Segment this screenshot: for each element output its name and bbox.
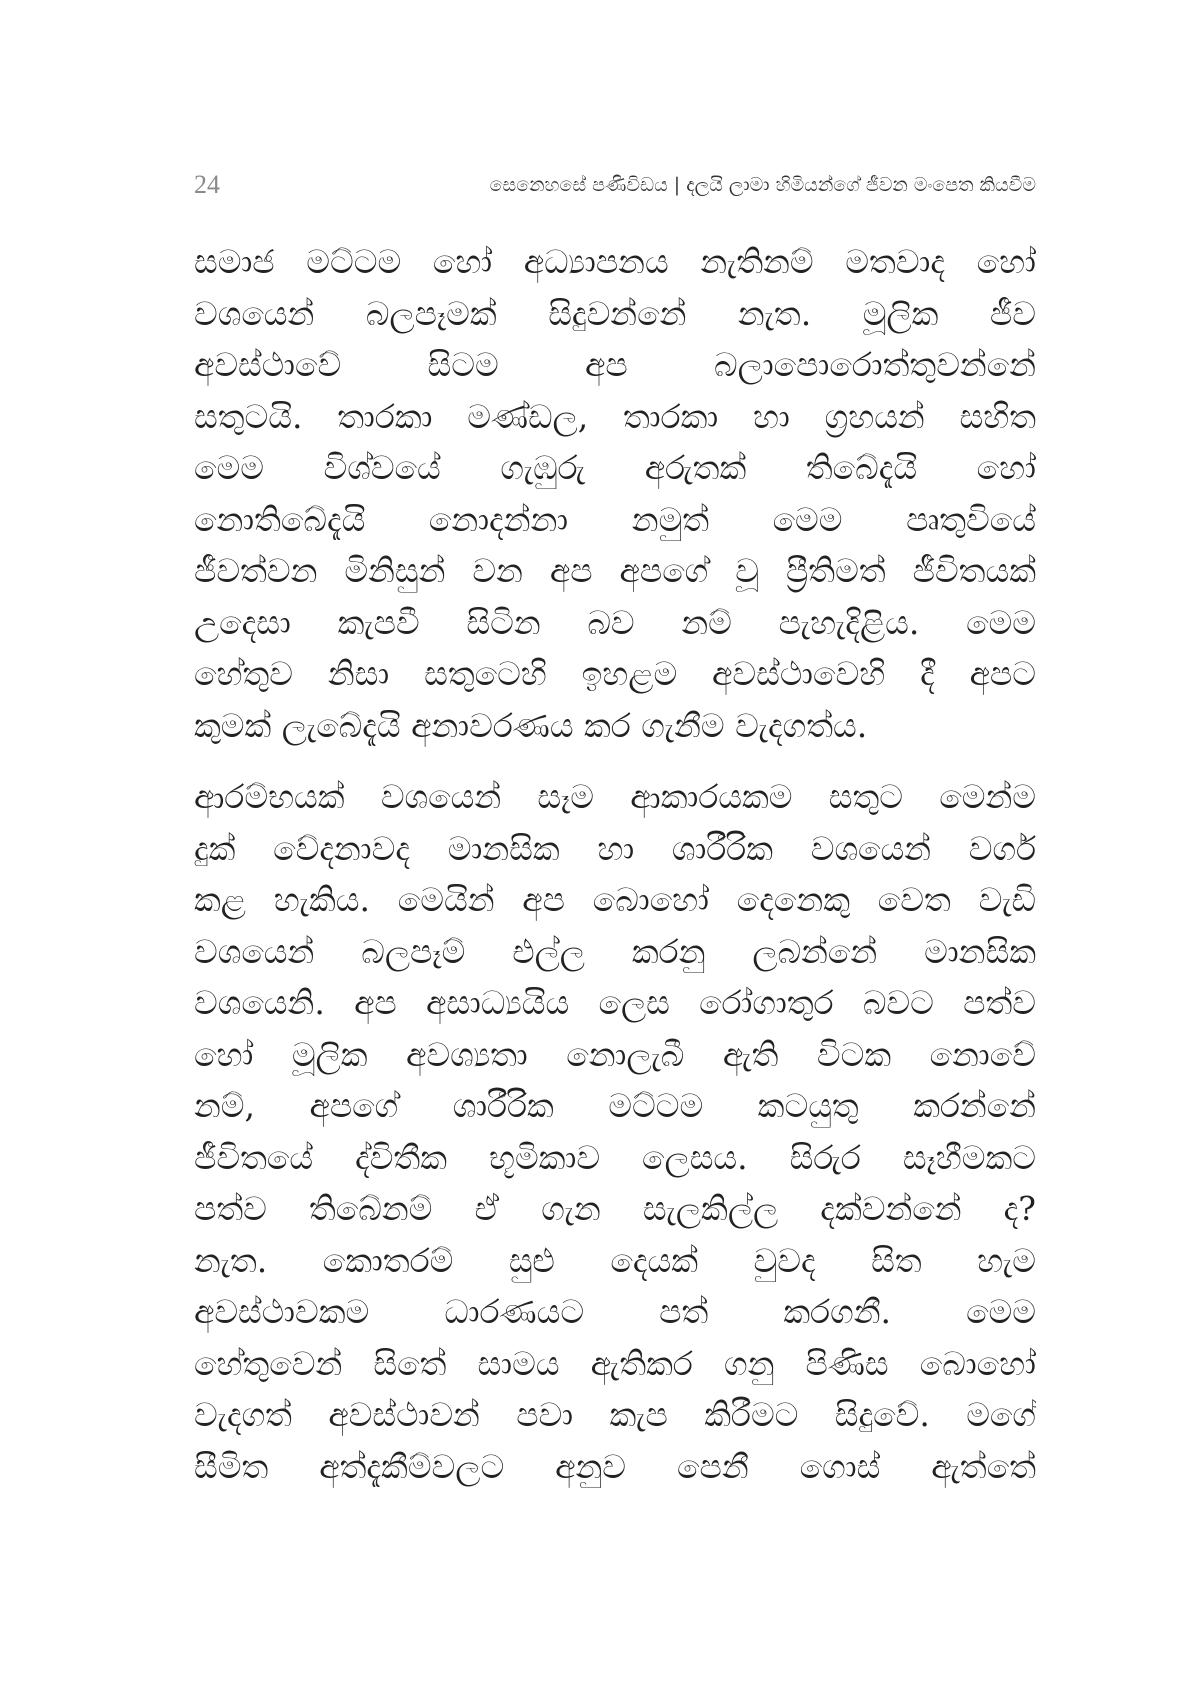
text-line: අවස්ථාවේ සිටම අප බලාපොරොත්තුවන්නේ [194, 345, 1036, 384]
page-number: 24 [194, 170, 220, 199]
text-line: නැත. කොතරම් සුළු දෙයක් වුවද සිත හැම [194, 1240, 1036, 1280]
text-line: ජීවිතයේ ද්විතීක භූමිකාව ලෙසය. සිරුර සෑහීමකට [194, 1137, 1036, 1177]
text-line: සතුටයි. තාරකා මණ්ඩල, තාරකා හා ග්‍රහයන් සහිත [194, 396, 1036, 436]
text-line: පත්ව තිබේනම් ඒ ගැන සැලකිල්ල දක්වන්නේ ද? [194, 1189, 1036, 1228]
text-line: ජීවත්වන මිනිසුන් වන අප අපගේ වූ ප්‍රීතිමත් ජීවිතයක් [194, 551, 1036, 590]
text-line: හේතුව නිසා සතුටෙහි ඉහළම අවස්ථාවෙහි දී අපට [194, 654, 1036, 693]
text-line: මෙම විශ්වයේ ගැඹුරු අරුතක් තිබේදැයි හෝ [194, 448, 1036, 487]
paragraph-2 [194, 771, 1036, 1492]
text-line: ආරම්භයක් වශයෙන් සෑම ආකාරයකම සතුට මෙන්ම [194, 777, 1036, 816]
text-line: අවස්ථාවකම ධාරණයට පත් කරගනී. මෙම [194, 1292, 1036, 1331]
text-line: සීමිත අත්දැකීම්වලට අනුව පෙනී ගොස් ඇත්තේ [194, 1446, 1036, 1486]
text-line: උදෙසා කැපවී සිටින බව නම් පැහැදිළිය. මෙම [194, 602, 1036, 642]
text-line: දුක් වේදනාවද මානසික හා ශාරීරික වශයෙන් වර්ග [194, 828, 1036, 868]
running-title: සෙනෙහසේ පණිවිඩය | දලයි ලාමා හිමියන්ගේ ජීවන මංපෙත කියවීම [489, 174, 1036, 196]
page-header [194, 170, 1036, 210]
text-line: වශයෙනි. අප අසාධ්‍යයිය ලෙස රෝගාතුර බවට පත්ව [194, 983, 1036, 1022]
text-line: නම්, අපගේ ශාරීරික මට්ටම කටයුතු කරන්නේ [194, 1086, 1036, 1125]
text-line: කුමක් ලැබේදැයි අනාවරණය කර ගැනීම වැදගත්ය. [194, 705, 868, 745]
text-line: හෝ මූලික අවශ්‍යතා නොලැබී ඇති විටක නොවේ [194, 1034, 1036, 1074]
text-line: සමාජ මට්ටම හෝ අධ්‍යාපනය නැතිනම් මතවාද හෝ [194, 242, 1036, 281]
paragraph-1 [194, 236, 1036, 751]
text-line: හේතුවෙන් සිතේ සාමය ඇතිකර ගනු පිණිස බොහෝ [194, 1343, 1036, 1383]
text-line: වශයෙන් බලපෑමක් සිදුවන්නේ නැත. මූලික ජීව [194, 293, 1036, 333]
text-line: වැදගත් අවස්ථාවන් පවා කැප කිරීමට සිදුවේ. මගේ [194, 1395, 1036, 1434]
text-line: කළ හැකිය. මෙයින් අප බොහෝ දෙනෙකු වෙත වැඩි [194, 880, 1036, 919]
body-text [194, 236, 1036, 1512]
text-line: නොතිබේදැයි නොදන්නා නමුත් මෙම පෘතුවියේ [194, 499, 1036, 539]
text-line: වශයෙන් බලපෑම් එල්ල කරනු ලබන්නේ මානසික [194, 931, 1036, 971]
